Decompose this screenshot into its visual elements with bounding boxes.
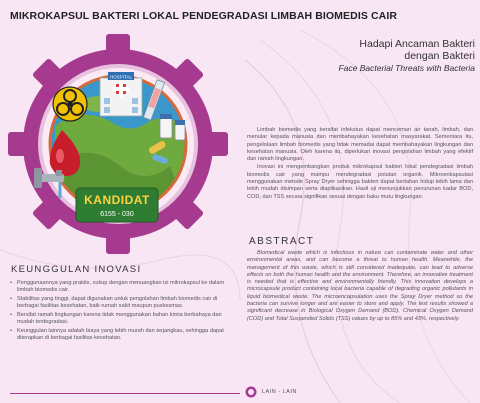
category-logo-icon	[245, 386, 257, 398]
headline-id-line1: Hadapi Ancaman Bakteri	[359, 38, 475, 50]
abstract-english	[247, 250, 473, 323]
hospital-sign-text: HOSPITAL	[110, 74, 132, 80]
list-item: • Bersifat ramah lingkungan karena tidak menggunakan bahan kimia berbahaya dan mudah terdegradasi.	[10, 312, 238, 326]
candidate-badge	[76, 188, 158, 222]
footer-divider	[10, 393, 240, 394]
hero-illustration	[0, 26, 240, 261]
list-item: • Stabilitas yang tinggi, dapat digunakan untuk pengolahan limbah biomedis cair di berbagai fasilitas kesehatan, baik rumah sakit maupun puskesmas.	[10, 296, 238, 310]
advantages-list	[10, 280, 238, 344]
abstract-indonesian	[247, 127, 473, 201]
hospital-icon	[100, 72, 142, 116]
page-title: MIKROKAPSUL BAKTERI LOKAL PENDEGRADASI LIMBAH BIOMEDIS CAIR	[10, 10, 398, 22]
list-item: • Penggunaannya yang praktis, cukup dengan menuangkan isi mikrokapsul ke dalam limbah biomedis cair.	[10, 280, 238, 294]
advantages-heading: KEUNGGULAN INOVASI	[11, 264, 142, 275]
badge-label: KANDIDAT	[84, 193, 150, 207]
abstract-id-paragraph-2: Inovasi ini mengembangkan produk mikrokapsul bakteri lokal pendegradasi limbah biomedis cair yang mampu mendegradasi polutan organik. Mikroenkapsulasi menggunakan metode Spray Dryer sehingga bakteri dapat bertahan hidup lebih lama dan lebih mudah disimpan serta diaplikasikan. Hasil uji menunjukkan penurunan kadar BOD, COD, dan TSS secara signifikan sesuai dengan baku mutu lingkungan.	[247, 164, 473, 200]
badge-code: 6155 - 030	[100, 211, 134, 218]
headline-en: Face Bacterial Threats with Bacteria	[338, 63, 475, 73]
list-item: • Keunggulan lainnya adalah biaya yang lebih murah dan terjangkau, sehingga dapat diterapkan di berbagai fasilitas kesehatan.	[10, 328, 238, 342]
headline-block	[247, 38, 475, 73]
abstract-heading: ABSTRACT	[249, 236, 315, 247]
biohazard-icon	[53, 87, 87, 121]
footer-category-label: LAIN - LAIN	[262, 389, 297, 395]
headline-id-line2: dengan Bakteri	[404, 50, 475, 62]
abstract-id-paragraph-1: Limbah biomedis yang bersifat infeksius dapat mencemari air tanah, limbah, dan menular kepada manusia dan membahayakan kesehatan masyarakat. Sementara itu, pengelolaan limbah biomedis yang tidak memadai dapat membahayakan lingkungan dan kesehatan manusia. Oleh karena itu, diperlukan inovasi pengolahan limbah yang efektif dan ramah lingkungan.	[247, 127, 473, 163]
abstract-en-paragraph: Biomedical waste which is infectious in nature can contaminate water and other environmental areas, and can become a threat to human health. Meanwhile, the management of this waste, which is still considered inadequate, can lead to adverse effects on both the human health and the environment. Therefore, an innovative treatment is needed that is effective and environmentally friendly. This innovation develops a microcapsule product containing local bacteria capable of degrading organic pollutants in liquid biomedical waste. The microencapsulation uses the Spray Dryer method so the bacteria can survive longer and are easier to store and apply. The test results showed a significant decrease in Biological Oxygen Demand (BOD), Chemical Oxygen Demand (COD) and Total Suspended Solids (TSS) values by up to 85% and 43%, respectively.	[247, 250, 473, 322]
